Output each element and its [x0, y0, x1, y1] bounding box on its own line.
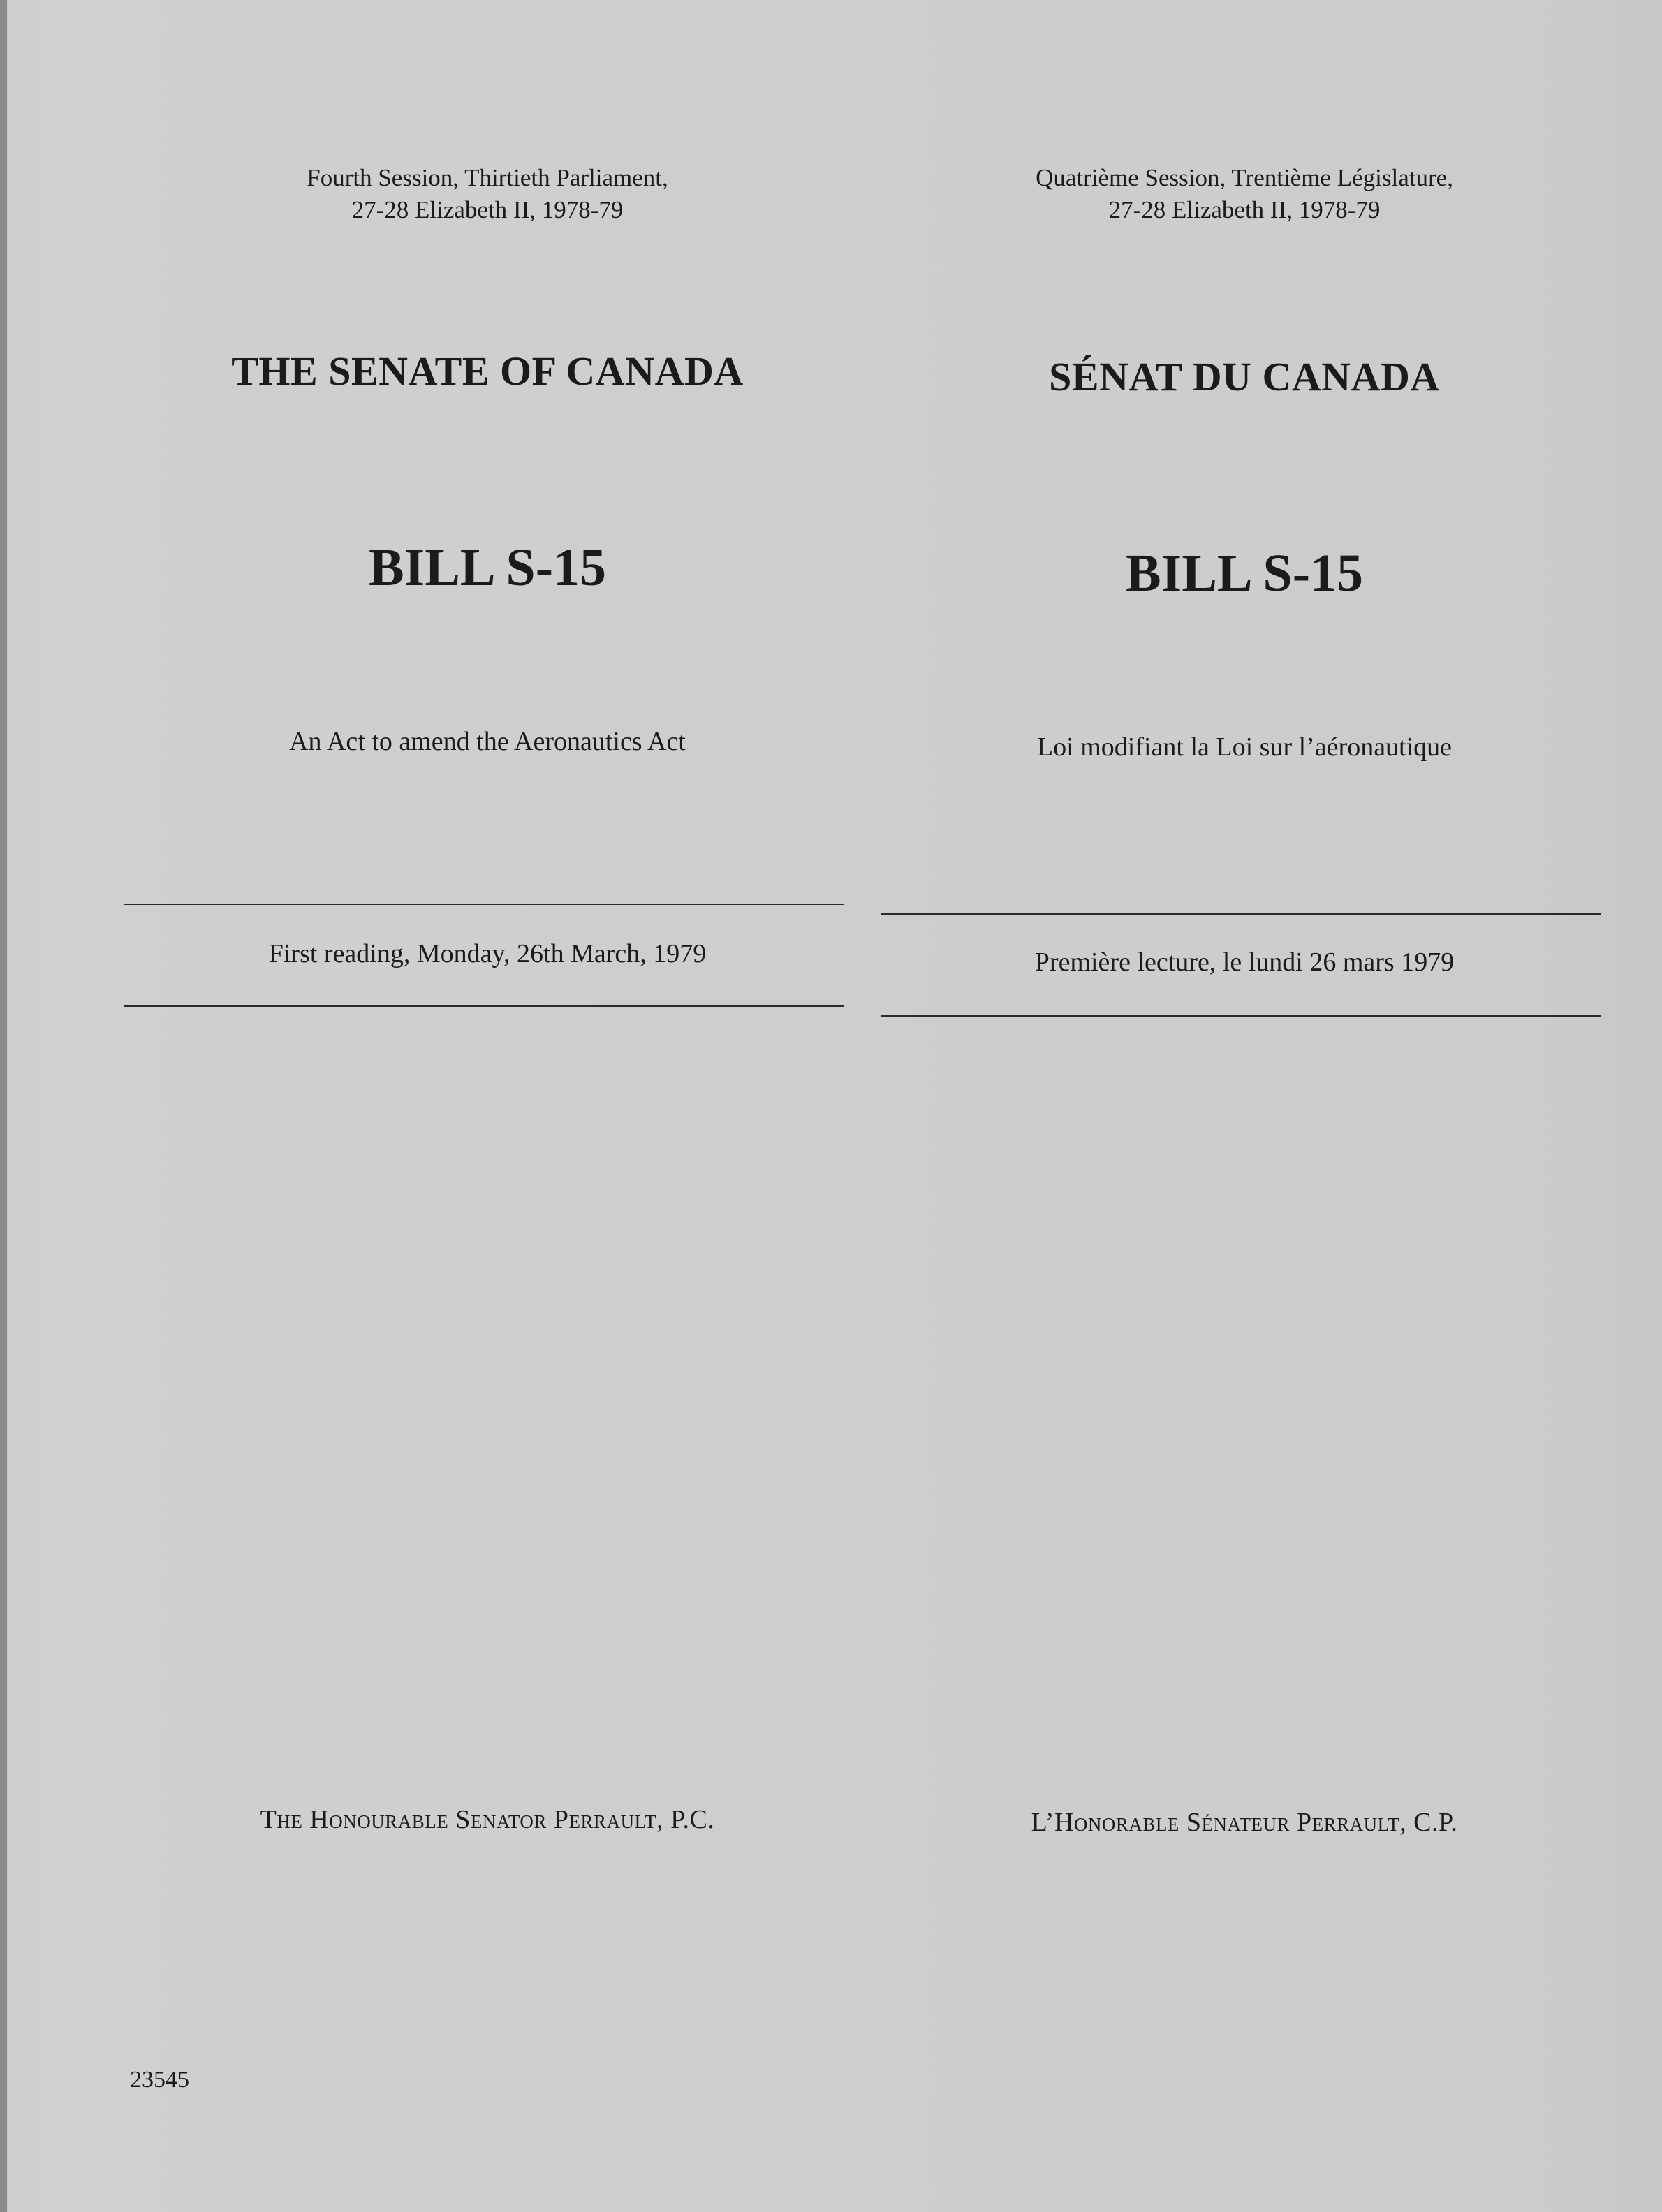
session-info: [881, 162, 1608, 226]
divider-top: [881, 913, 1601, 915]
session-info: [124, 162, 851, 226]
divider-bottom: [124, 1005, 844, 1007]
french-column: [881, 0, 1608, 2212]
english-column: [124, 0, 851, 2212]
senate-title: SÉNAT DU CANADA: [1049, 354, 1440, 399]
session-line-1: Fourth Session, Thirtieth Parliament,: [307, 164, 668, 191]
page-edge: [0, 0, 7, 2212]
session-line-2: 27-28 Elizabeth II, 1978-79: [1108, 196, 1381, 223]
sponsor-name: The Honourable Senator Perrault, P.C.: [260, 1805, 715, 1834]
session-line-2: 27-28 Elizabeth II, 1978-79: [351, 196, 624, 223]
sponsor: [881, 1807, 1608, 1838]
senate-title: THE SENATE OF CANADA: [231, 348, 744, 394]
session-line-1: Quatrième Session, Trentième Législature,: [1036, 164, 1453, 191]
bill-title: BILL S-15: [1125, 544, 1364, 603]
first-reading: First reading, Monday, 26th March, 1979: [268, 939, 707, 968]
act-title: An Act to amend the Aeronautics Act: [289, 727, 686, 756]
divider-bottom: [881, 1015, 1601, 1017]
document-number: 23545: [130, 2067, 189, 2093]
act-title: Loi modifiant la Loi sur l’aéronautique: [1036, 732, 1453, 762]
sponsor-name: L’Honorable Sénateur Perrault, C.P.: [1031, 1808, 1458, 1837]
divider-top: [124, 904, 844, 905]
first-reading: Première lecture, le lundi 26 mars 1979: [1034, 948, 1455, 977]
sponsor: [124, 1804, 851, 1835]
bill-title: BILL S-15: [368, 538, 607, 597]
